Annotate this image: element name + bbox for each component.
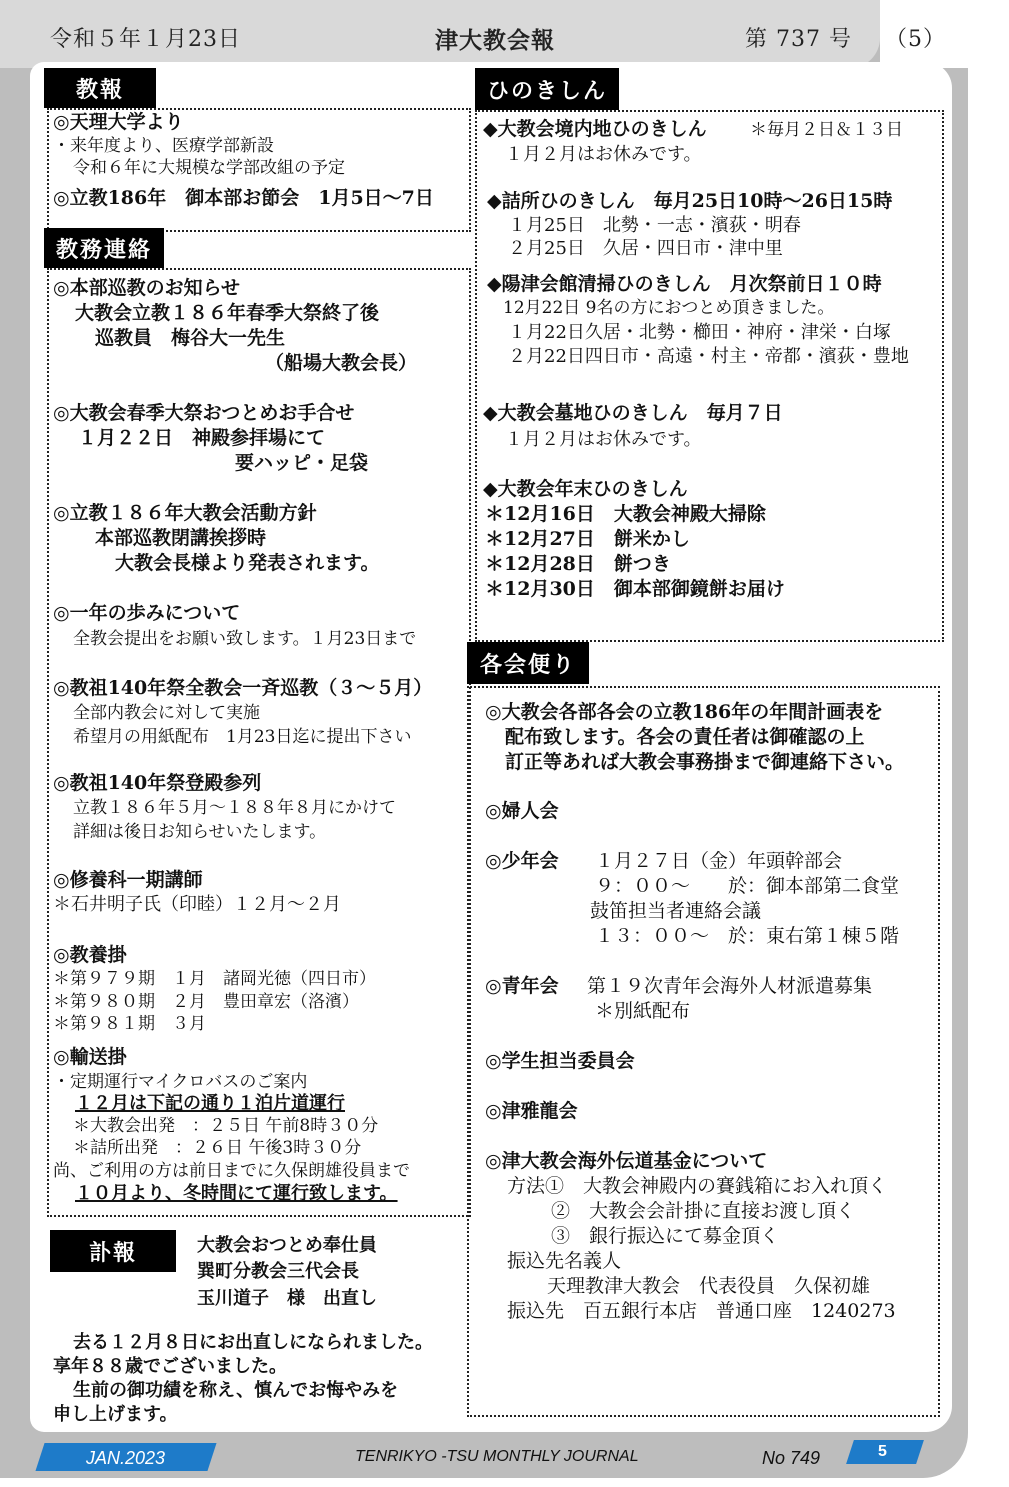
header-date: 令和５年１月23日 <box>50 27 241 52</box>
kyomu-text: ＊大教会出発 ：２５日 午前8時３０分 <box>73 1116 379 1136</box>
kyomu-text: 希望月の用紙配布 1月23日迄に提出下さい <box>73 727 412 747</box>
kakukai-text: ◎大教会各部各会の立教186年の年間計画表を <box>485 701 884 723</box>
header-title: 津大教会報 <box>435 27 555 54</box>
kyomu-text: １０月より、冬時間にて運行致します。 <box>75 1183 398 1204</box>
footer-date: JAN.2023 <box>86 1448 166 1468</box>
kyomu-text: １２月は下記の通り１泊片道運行 <box>75 1093 345 1114</box>
kyomu-heading-8: ◎教養掛 <box>53 944 127 966</box>
footer-journal-title: TENRIKYO -TSU MONTHLY JOURNAL <box>355 1448 639 1465</box>
kyomu-heading-3: ◎立教１８６年大教会活動方針 <box>53 502 317 524</box>
kyomu-text: 立教１８６年５月〜１８８年８月にかけて <box>73 798 396 818</box>
hinokishin-text: ２月22日四日市・高遠・村主・帝都・濱荻・豊地 <box>508 346 909 367</box>
kyomu-heading-5: ◎教祖140年祭全教会一斉巡教（３〜５月） <box>53 677 433 699</box>
kyomu-text: 大教会立教１８６年春季大祭終了後 <box>75 302 380 324</box>
kyomu-text: 大教会長様より発表されます。 <box>115 552 380 574</box>
kakukai-text: 配布致します。各会の責任者は御確認の上 <box>505 726 865 748</box>
kyoho-heading-2: ◎立教186年 御本部お節会 1月5日〜7日 <box>53 187 434 209</box>
hinokishin-text: ２月25日 久居・四日市・津中里 <box>508 238 783 259</box>
kakukai-text: １月２７日（金）年頭幹部会 <box>595 850 843 872</box>
header-page: （5） <box>885 27 946 52</box>
hinokishin-text: ＊12月28日 餅つき <box>485 553 671 575</box>
kakukai-heading: ◎津雅龍会 <box>485 1100 578 1122</box>
kyoho-heading-1: ◎天理大学より <box>53 111 184 133</box>
kakukai-label: 各会便り <box>467 642 589 684</box>
kyomu-text: ＊第９７９期 １月 諸岡光徳（四日市） <box>53 969 376 989</box>
fuho-paragraph: 申し上げます。 <box>53 1404 178 1425</box>
kakukai-heading: ◎津大教会海外伝道基金について <box>485 1150 768 1172</box>
hinokishin-heading: ◆大教会年末ひのきしん <box>483 478 688 500</box>
kyomu-heading-9: ◎輸送掛 <box>53 1046 127 1068</box>
kyomu-text: ＊第９８１期 ３月 <box>53 1014 206 1034</box>
kyomu-heading-6: ◎教祖140年祭登殿参列 <box>53 772 262 794</box>
fuho-line: 大教会おつとめ奉仕員 <box>197 1235 377 1256</box>
kyomu-label: 教務連絡 <box>44 228 164 268</box>
kyomu-heading-4: ◎一年の歩みについて <box>53 602 241 624</box>
kyomu-text: 要ハッピ・足袋 <box>235 452 369 474</box>
kakukai-text: ９：００〜 於：御本部第二食堂 <box>595 875 900 897</box>
kyomu-text: ＊石井明子氏（印睦）１２月〜２月 <box>53 894 341 915</box>
kakukai-text: １３：００〜 於：東右第１棟５階 <box>595 925 900 947</box>
kakukai-heading: ◎婦人会 <box>485 800 559 822</box>
kakukai-heading: ◎学生担当委員会 <box>485 1050 635 1072</box>
hinokishin-text: １月25日 北勢・一志・濱荻・明春 <box>508 215 801 236</box>
fuho-line: 玉川道子 様 出直し <box>197 1288 377 1309</box>
kakukai-text: ＊別紙配布 <box>595 1000 691 1022</box>
hinokishin-text: ＊12月16日 大教会神殿大掃除 <box>485 503 766 525</box>
hinokishin-text: ＊12月30日 御本部御鏡餅お届け <box>485 578 785 600</box>
kyomu-text: 尚、ご利用の方は前日までに久保朗雄役員まで <box>53 1161 410 1181</box>
hinokishin-text: １月２月はお休みです。 <box>505 429 702 450</box>
kakukai-text: 鼓笛担当者連絡会議 <box>590 900 762 922</box>
kyomu-text: ・定期運行マイクロバスのご案内 <box>53 1072 308 1092</box>
kyomu-text: 本部巡教閉講挨拶時 <box>95 527 267 549</box>
footer-page-number: 5 <box>878 1443 887 1460</box>
kakukai-heading: ◎青年会 <box>485 975 559 997</box>
hinokishin-heading: ◆大教会境内地ひのきしん <box>483 118 707 140</box>
header-issue: 第 737 号 <box>745 27 852 52</box>
kyomu-heading-1: ◎本部巡教のお知らせ <box>53 277 241 299</box>
fuho-label: 訃報 <box>50 1230 176 1272</box>
fuho-line: 巽町分教会三代会長 <box>197 1261 359 1282</box>
hinokishin-text: 12月22日 9名の方におつとめ頂きました。 <box>503 298 835 318</box>
kakukai-text: 訂正等あれば大教会事務掛まで御連絡下さい。 <box>505 751 905 773</box>
kakukai-text: 方法① 大教会神殿内の賽銭箱にお入れ頂く <box>507 1175 888 1197</box>
kyomu-text: １月２２日 神殿参拝場にて <box>78 427 326 449</box>
hinokishin-label: ひのきしん <box>475 68 619 110</box>
fuho-paragraph: 生前の御功績を称え、慎んでお悔やみを <box>73 1380 399 1401</box>
kakukai-text: 第１９次青年会海外人材派遣募集 <box>587 975 873 997</box>
kakukai-text: 振込先 百五銀行本店 普通口座 1240273 <box>507 1300 896 1322</box>
hinokishin-heading: ◆大教会墓地ひのきしん 毎月７日 <box>483 402 783 424</box>
kyoho-label: 教報 <box>44 68 156 108</box>
hinokishin-heading: ◆陽津会館清掃ひのきしん 月次祭前日１０時 <box>487 273 882 295</box>
fuho-paragraph: 去る１２月８日にお出直しになられました。 <box>73 1332 433 1353</box>
kakukai-text: ② 大教会会計掛に直接お渡し頂く <box>551 1200 856 1222</box>
kakukai-text: ③ 銀行振込にて募金頂く <box>551 1225 780 1247</box>
hinokishin-text: ＊12月27日 餅米かし <box>485 528 690 550</box>
kakukai-text: 天理教津大教会 代表役員 久保初雄 <box>547 1275 871 1297</box>
hinokishin-text: １月２月はお休みです。 <box>505 144 702 165</box>
kyomu-text: （船場大教会長） <box>265 352 418 374</box>
hinokishin-note: ＊毎月２日＆１３日 <box>750 120 903 140</box>
kyomu-text: 全部内教会に対して実施 <box>73 703 260 723</box>
fuho-paragraph: 享年８８歳でございました。 <box>53 1356 287 1377</box>
kyomu-text: 詳細は後日お知らせいたします。 <box>73 822 327 842</box>
kyomu-text: ＊第９８０期 ２月 豊田章宏（洛濱） <box>53 992 359 1012</box>
kyoho-line-1: ・来年度より、医療学部新設 <box>53 136 274 156</box>
footer-issue-number: No 749 <box>762 1448 821 1468</box>
kyoho-line-2: 令和６年に大規模な学部改組の予定 <box>73 158 345 178</box>
kyomu-text: 巡教員 梅谷大一先生 <box>95 327 286 349</box>
hinokishin-heading: ◆詰所ひのきしん 毎月25日10時〜26日15時 <box>487 190 893 212</box>
hinokishin-text: １月22日久居・北勢・櫛田・神府・津栄・白塚 <box>508 322 891 343</box>
kakukai-heading: ◎少年会 <box>485 850 559 872</box>
kakukai-text: 振込先名義人 <box>507 1250 622 1272</box>
kyomu-heading-7: ◎修養科一期講師 <box>53 869 203 891</box>
kyomu-heading-2: ◎大教会春季大祭おつとめお手合せ <box>53 402 355 424</box>
kyomu-text: 全教会提出をお願い致します。１月23日まで <box>73 629 417 649</box>
kyomu-text: ＊詰所出発 ：２６日 午後3時３０分 <box>73 1138 362 1158</box>
